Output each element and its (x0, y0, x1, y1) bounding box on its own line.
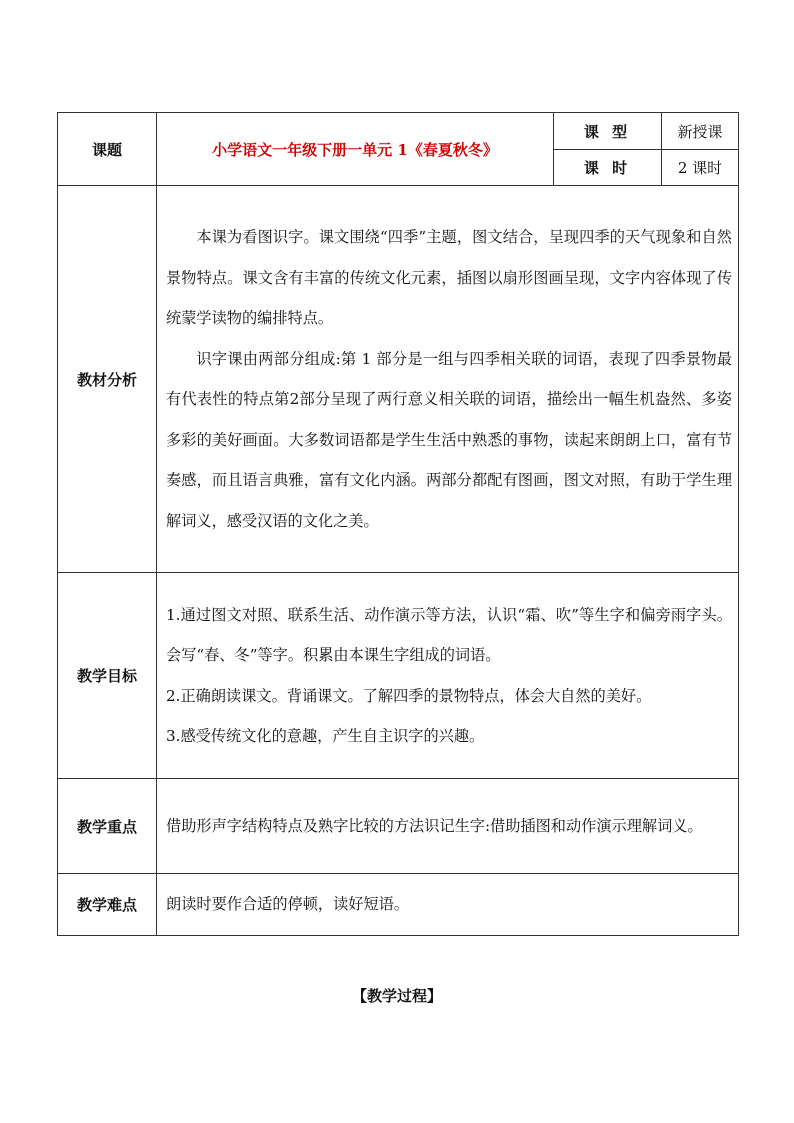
key-points-text: 借助形声字结构特点及熟字比较的方法识记生字:借助插图和动作演示理解词义。 (166, 816, 703, 835)
goal-item: 3.感受传统文化的意趣，产生自主识字的兴趣。 (166, 727, 485, 745)
goal-item: 2.正确朗读课文。背诵课文。了解四季的景物特点，体会大自然的美好。 (166, 686, 652, 705)
lesson-type-value: 新授课 (662, 113, 739, 150)
analysis-paragraph: 本课为看图识字。课文围绕“四季”主题，图文结合，呈现四季的天气现象和自然景物特点。课文含有丰富的传统文化元素，插图以扇形图画呈现，文字内容体现了传统蒙学读物的编排特点。 (166, 228, 732, 327)
lesson-type-label: 课 型 (554, 113, 662, 150)
difficulties-label: 教学难点 (58, 874, 157, 936)
key-points-content (157, 779, 739, 874)
textbook-analysis-label: 教材分析 (58, 186, 157, 573)
topic-label: 课题 (58, 113, 157, 186)
class-hours-value: 2 课时 (662, 150, 739, 186)
class-hours-label: 课 时 (554, 150, 662, 186)
key-points-label: 教学重点 (58, 779, 157, 874)
goal-item: 1.通过图文对照、联系生活、动作演示等方法，认识“霜、吹”等生字和偏旁雨字头。会写“春、冬”等字。积累由本课生字组成的词语。 (166, 605, 732, 664)
textbook-analysis-content (157, 186, 739, 573)
analysis-paragraph: 识字课由两部分组成:第 1 部分是一组与四季相关联的词语，表现了四季景物最有代表性的特点第2部分呈现了两行意义相关联的词语，描绘出一幅生机盎然、多姿多彩的美好画面。大多数词语都是学生生活中熟悉的事物，读起来朗朗上口，富有节奏感，而且语言典雅，富有文化内涵。两部分都配有图画，图文对照，有助于学生理解词义，感受汉语的文化之美。 (166, 349, 732, 530)
difficulties-content (157, 874, 739, 936)
lesson-plan-table (57, 112, 739, 936)
difficulties-text: 朗读时要作合适的停顿，读好短语。 (166, 895, 409, 914)
teaching-goals-content (157, 573, 739, 779)
teaching-goals-label: 教学目标 (58, 573, 157, 779)
lesson-title: 小学语文一年级下册一单元 1《春夏秋冬》 (157, 113, 554, 186)
teaching-process-heading: 【教学过程】 (351, 987, 442, 1005)
